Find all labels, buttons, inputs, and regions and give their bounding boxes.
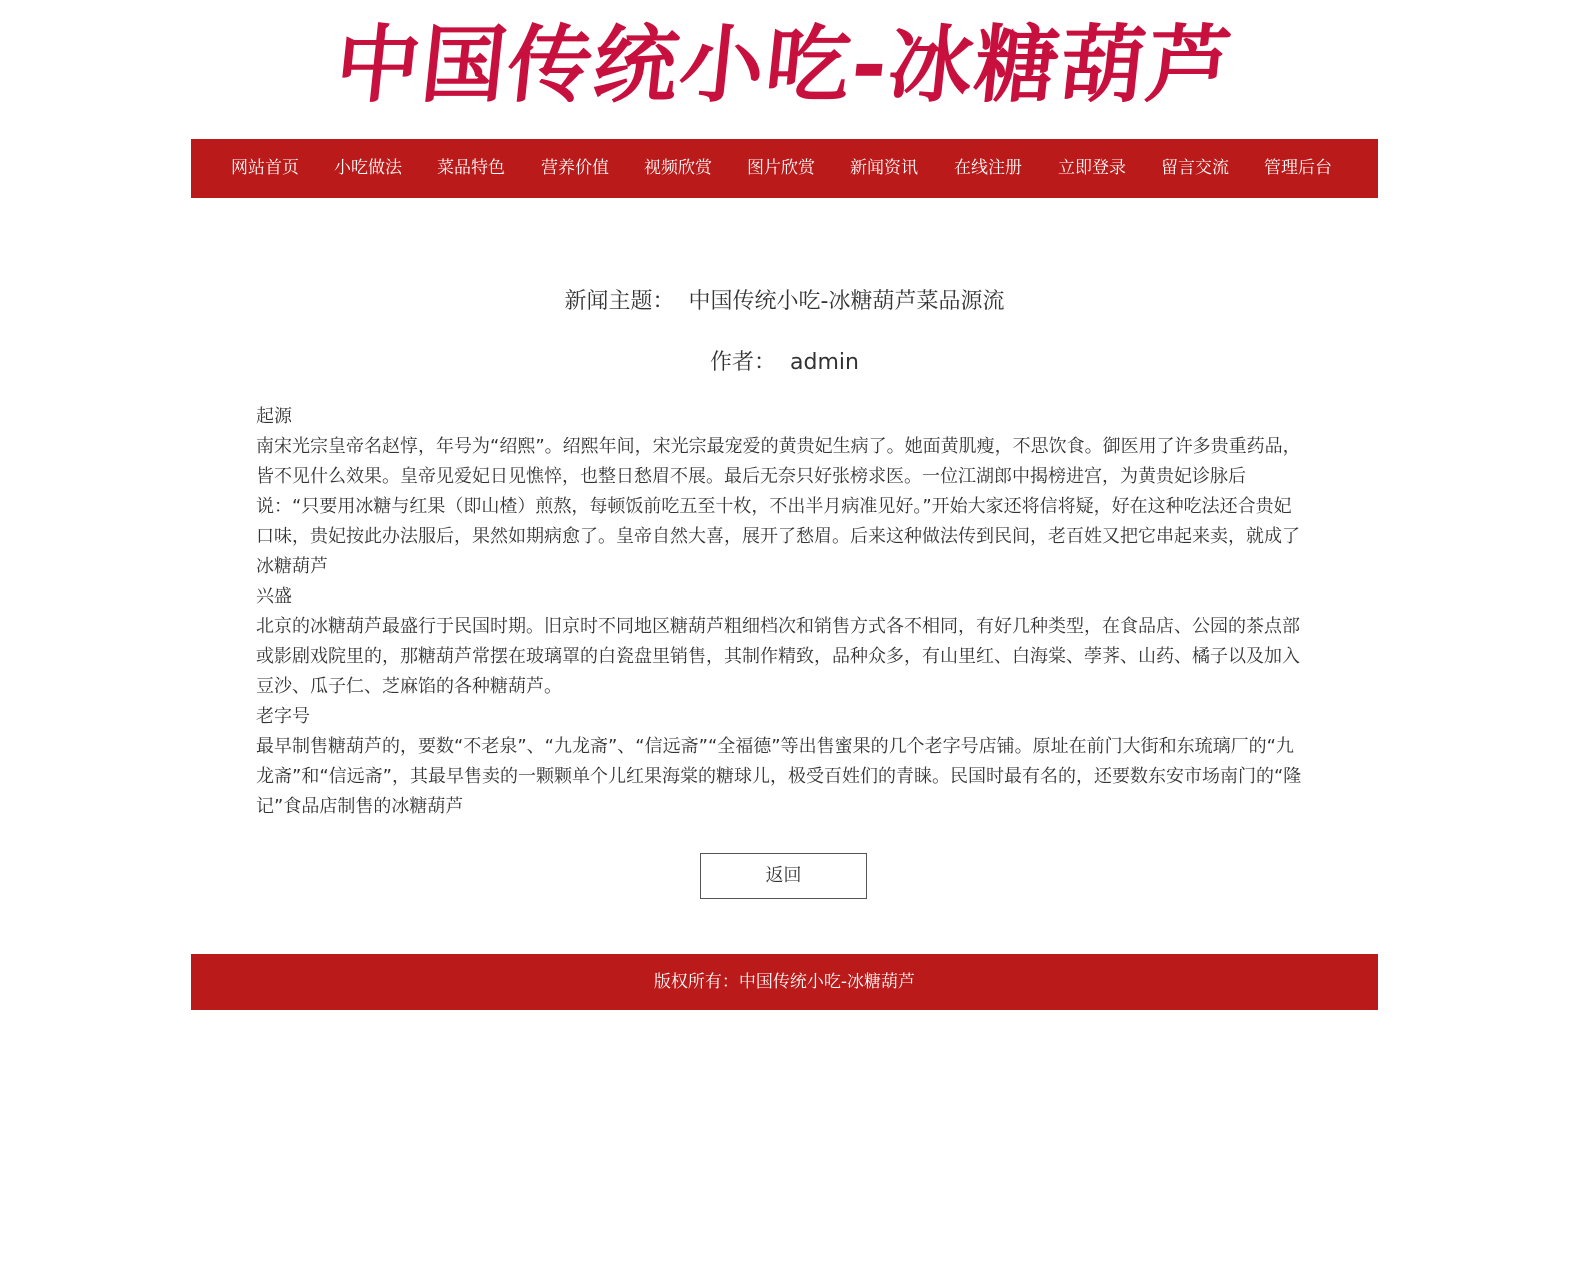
nav-item-messages[interactable]: 留言交流: [1161, 158, 1229, 178]
nav-item-nutrition[interactable]: 营养价值: [541, 158, 609, 178]
nav-item-pictures[interactable]: 图片欣赏: [747, 158, 815, 178]
article-body: [256, 402, 1308, 822]
section-heading-old-brand: 老字号: [256, 706, 310, 727]
section-text-old-brand: 最早制售糖葫芦的，要数“不老泉”、“九龙斋”、“信远斋”“全福德”等出售蜜果的几个老字号店铺。原址在前门大街和东琉璃厂的“九龙斋”和“信远斋”，其最早售卖的一颗颗单个儿红果海棠的糖球儿，极受百姓们的青睐。民国时最有名的，还要数东安市场南门的“隆记”食品店制售的冰糖葫芦: [256, 736, 1302, 817]
section-heading-origin: 起源: [256, 406, 292, 427]
nav-item-admin[interactable]: 管理后台: [1264, 158, 1332, 178]
news-author-label: 作者：: [710, 350, 777, 375]
nav-item-register[interactable]: 在线注册: [954, 158, 1022, 178]
section-text-origin: 南宋光宗皇帝名赵惇，年号为“绍熙”。绍熙年间，宋光宗最宠爱的黄贵妃生病了。她面黄肌瘦，不思饮食。御医用了许多贵重药品，皆不见什么效果。皇帝见爱妃日见憔悴，也整日愁眉不展。最后无奈只好张榜求医。一位江湖郎中揭榜进宫，为黄贵妃诊脉后说：“只要用冰糖与红果（即山楂）煎熬，每顿饭前吃五至十枚，不出半月病准见好。”开始大家还将信将疑，好在这种吃法还合贵妃口味，贵妃按此办法服后，果然如期病愈了。皇帝自然大喜，展开了愁眉。后来这种做法传到民间，老百姓又把它串起来卖，就成了冰糖葫芦: [256, 436, 1301, 577]
site-title: 中国传统小吃-冰糖葫芦: [330, 15, 1239, 114]
site-banner: [0, 0, 1569, 139]
news-author: [191, 346, 1378, 380]
section-text-prosper: 北京的冰糖葫芦最盛行于民国时期。旧京时不同地区糖葫芦粗细档次和销售方式各不相同，有好几种类型，在食品店、公园的茶点部或影剧戏院里的，那糖葫芦常摆在玻璃罩的白瓷盘里销售，其制作精致，品种众多，有山里红、白海棠、荸荠、山药、橘子以及加入豆沙、瓜子仁、芝麻馅的各种糖葫芦。: [256, 616, 1300, 697]
nav-item-videos[interactable]: 视频欣赏: [644, 158, 712, 178]
news-author-name: admin: [790, 350, 859, 375]
nav-item-news[interactable]: 新闻资讯: [850, 158, 918, 178]
nav-item-login[interactable]: 立即登录: [1058, 158, 1126, 178]
main-nav: [191, 139, 1378, 198]
footer: [191, 954, 1378, 1010]
news-title: [191, 285, 1378, 319]
news-title-label: 新闻主题：: [564, 289, 675, 314]
nav-item-features[interactable]: 菜品特色: [437, 158, 505, 178]
nav-item-home[interactable]: 网站首页: [231, 158, 299, 178]
section-heading-prosper: 兴盛: [256, 586, 292, 607]
back-button[interactable]: 返回: [700, 853, 867, 899]
nav-item-recipes[interactable]: 小吃做法: [334, 158, 402, 178]
news-title-text: 中国传统小吃-冰糖葫芦菜品源流: [688, 289, 1005, 314]
copyright-text: 版权所有：中国传统小吃-冰糖葫芦: [653, 972, 916, 992]
